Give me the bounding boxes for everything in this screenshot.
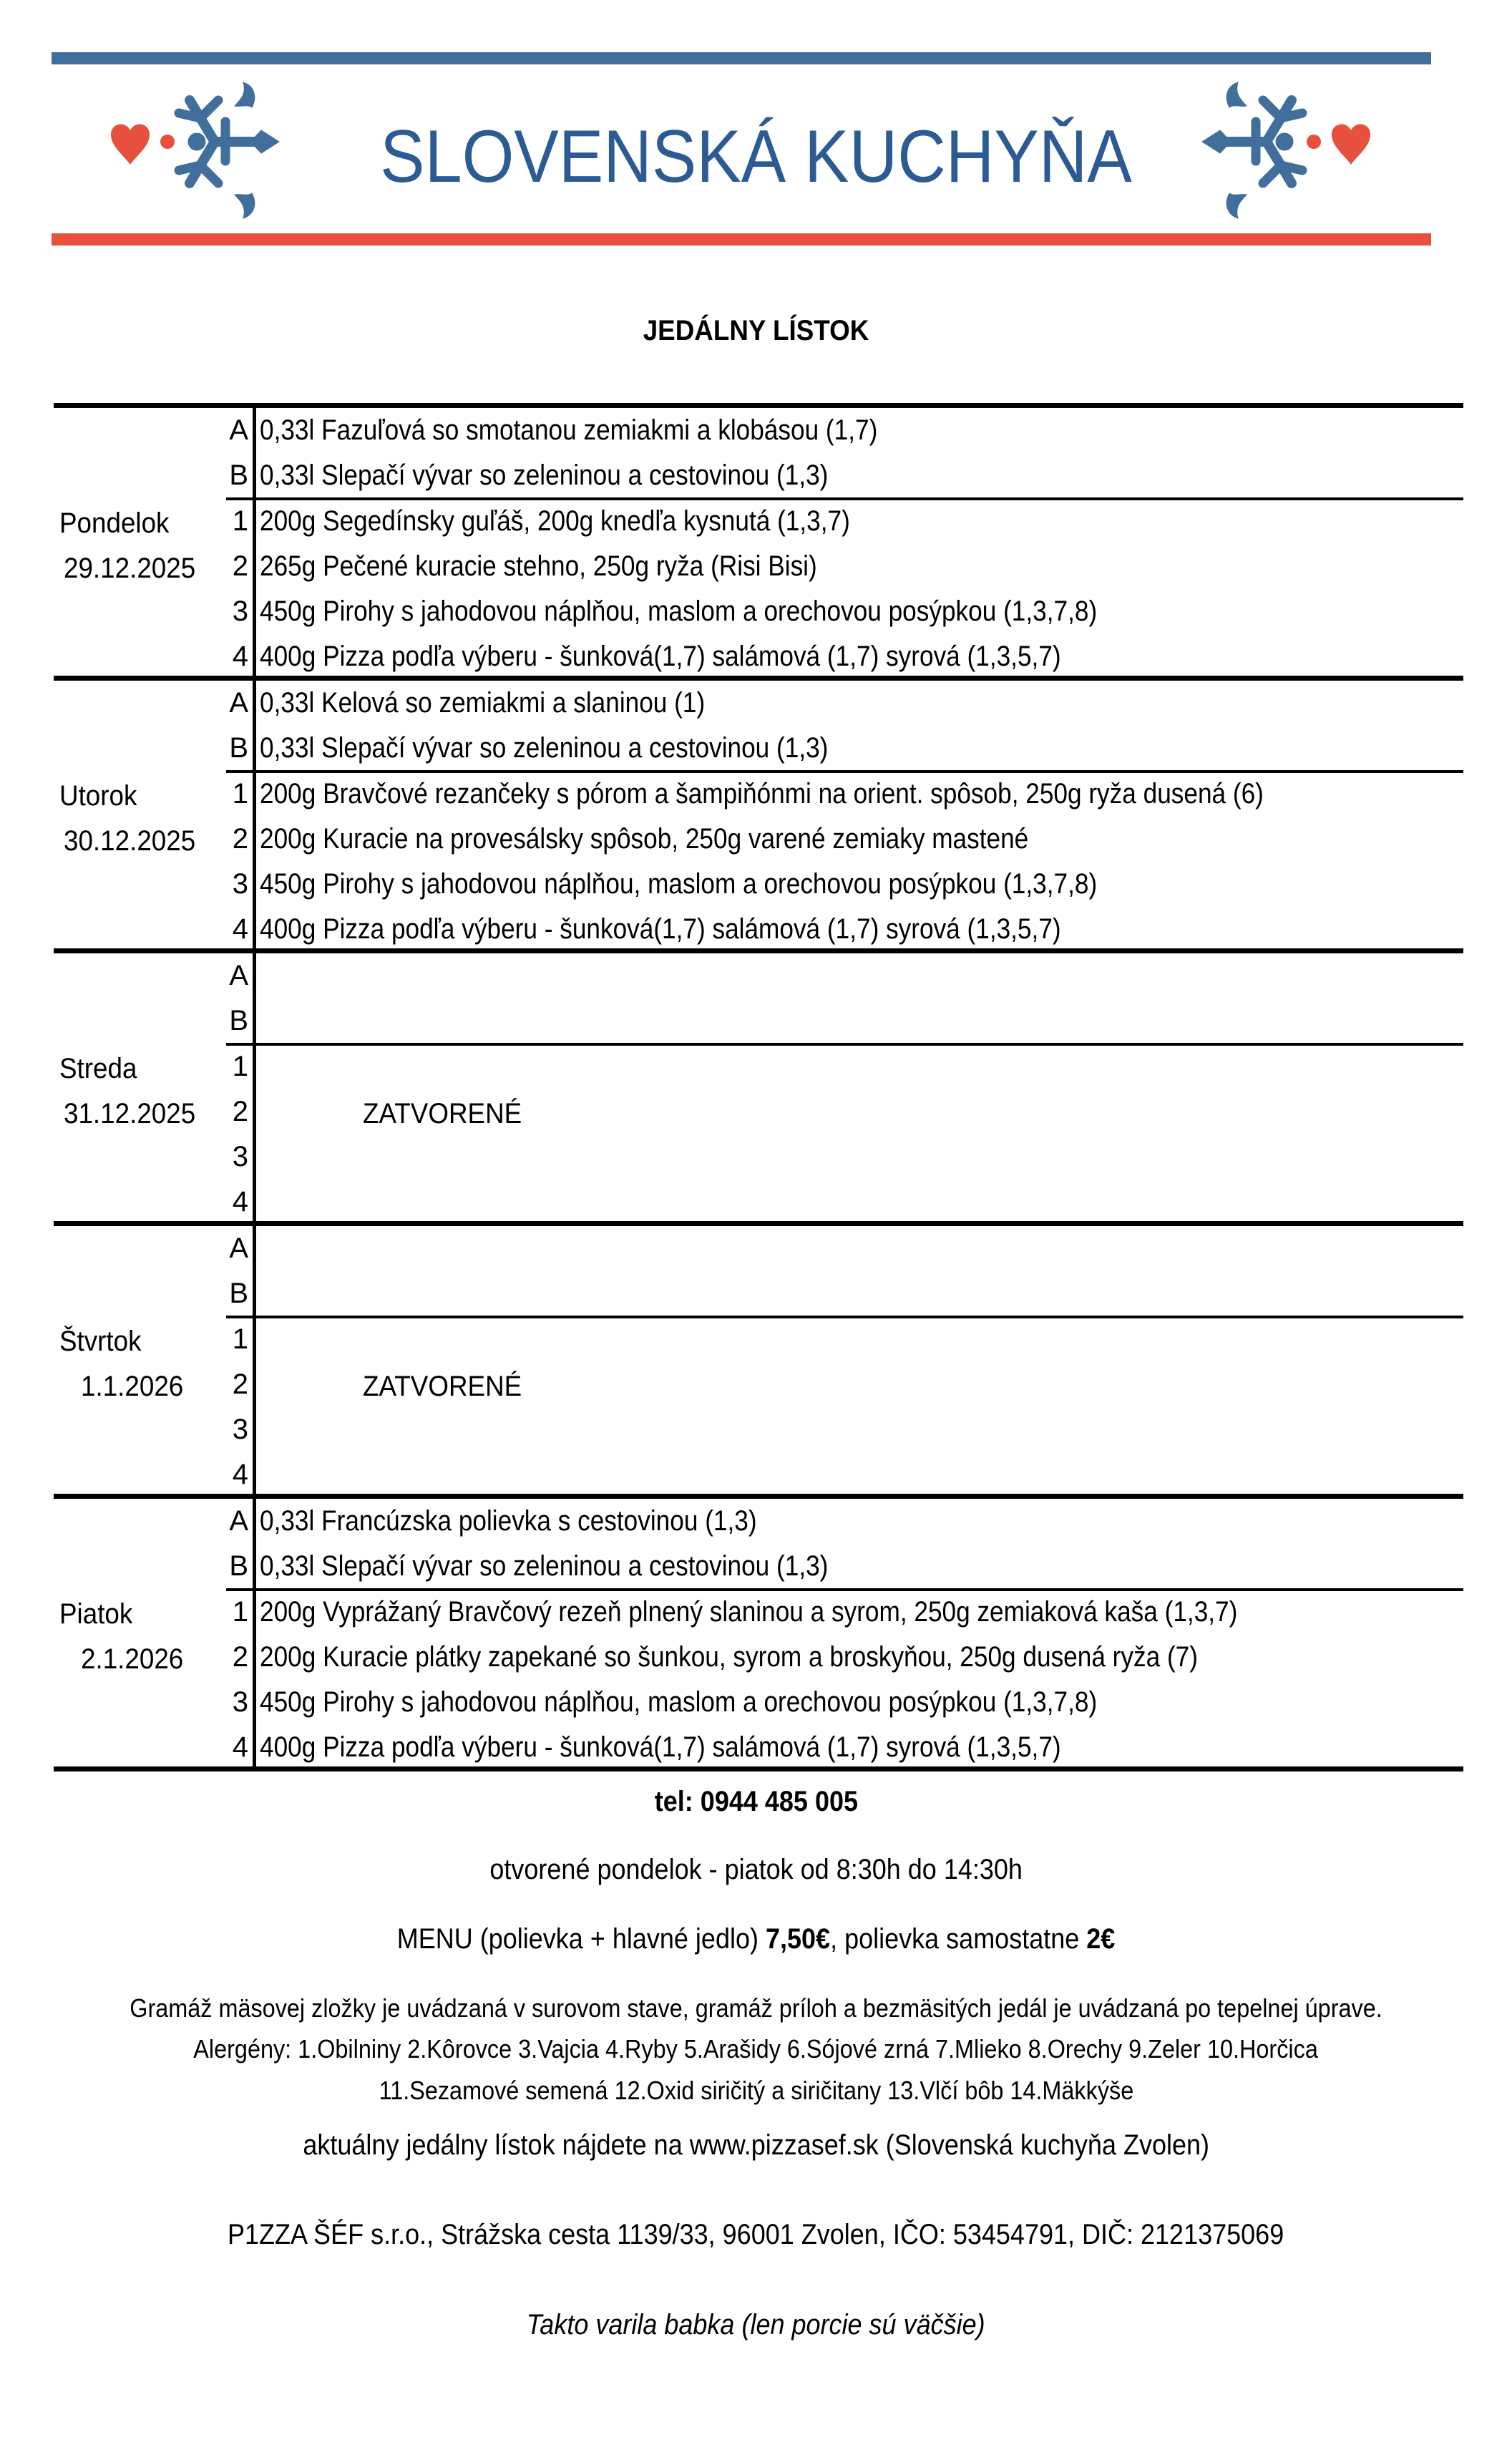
menu-table (54, 403, 1463, 1771)
menu-row (54, 772, 1463, 817)
menu-row (54, 953, 1463, 998)
menu-row (54, 1725, 1463, 1770)
dish-code: 4 (232, 1459, 248, 1490)
dish-code: 2 (232, 1641, 248, 1673)
menu-row (54, 1226, 1463, 1271)
dish-code: B (229, 1550, 248, 1582)
company-info: P1ZZA ŠÉF s.r.o., Strážska cesta 1139/33, 96001 Zvolen, IČO: 53454791, DIČ: 2121375069 (228, 2219, 1284, 2250)
day-date: 30.12.2025 (64, 825, 196, 857)
menu-row (54, 634, 1463, 679)
day-block-utorok (54, 676, 1463, 948)
dish-code: 1 (232, 1596, 248, 1628)
dish-code: B (229, 1005, 248, 1036)
day-block-streda (54, 948, 1463, 1221)
dish-code: 3 (232, 1414, 248, 1445)
dish-text: 200g Vyprážaný Bravčový rezeň plnený slaninou a syrom, 250g zemiaková kaša (1,3,7) (260, 1596, 1238, 1628)
allergens-line-2: 11.Sezamové semená 12.Oxid siričitý a siričitany 13.Vlčí bôb 14.Mäkkýše (379, 2076, 1133, 2105)
dish-text: 0,33l Slepačí vývar so zeleninou a cestovinou (1,3) (260, 732, 829, 764)
closed-label: ZATVORENÉ (363, 1098, 522, 1129)
dish-code: A (229, 1505, 248, 1537)
top-blue-stripe (52, 52, 1431, 64)
menu-row (54, 1134, 1463, 1180)
menu-row (54, 1590, 1463, 1635)
soup-price: 2€ (1086, 1923, 1116, 1955)
dish-text: 0,33l Slepačí vývar so zeleninou a cestovinou (1,3) (260, 1550, 829, 1582)
dot-icon (1307, 135, 1321, 149)
dish-text: 0,33l Kelová so zemiakmi a slaninou (1) (260, 687, 706, 719)
day-name: Streda (59, 1053, 137, 1084)
dish-text: 200g Bravčové rezančeky s pórom a šampiňónmi na orient. spôsob, 250g ryža dusená (6) (260, 778, 1264, 810)
dish-text: 0,33l Francúzska polievka s cestovinou (1,3) (260, 1505, 757, 1537)
dish-code: 1 (232, 505, 248, 537)
menu-row (54, 453, 1463, 498)
website-note: aktuálny jedálny lístok nájdete na www.pizzasef.sk (Slovenská kuchyňa Zvolen) (303, 2129, 1209, 2161)
dish-code: A (229, 687, 248, 719)
menu-row (54, 1680, 1463, 1725)
menu-row (54, 817, 1463, 862)
folk-ornament-right (1181, 79, 1381, 222)
dish-text: 400g Pizza podľa výberu - šunková(1,7) salámová (1,7) syrová (1,3,5,7) (260, 913, 1061, 945)
day-name: Utorok (59, 780, 137, 812)
menu-row (54, 907, 1463, 952)
menu-row (54, 1499, 1463, 1544)
slogan: Takto varila babka (len porcie sú väčšie) (527, 2309, 985, 2341)
heart-icon (1332, 124, 1370, 165)
dish-text: 200g Segedínsky guľáš, 200g knedľa kysnutá (1,3,7) (260, 505, 850, 537)
dish-code: 3 (232, 868, 248, 900)
day-date: 31.12.2025 (64, 1098, 196, 1129)
weight-note: Gramáž mäsovej zložky je uvádzaná v surovom stave, gramáž príloh a bezmäsitých jedál je uvádzaná po tepelnej úprave. (130, 1993, 1382, 2023)
bottom-red-stripe (52, 233, 1431, 246)
menu-row (54, 1544, 1463, 1589)
dish-code: 3 (232, 1141, 248, 1172)
day-name: Pondelok (59, 507, 170, 539)
dish-code: 4 (232, 1186, 248, 1217)
menu-row (54, 1452, 1463, 1497)
day-name: Štvrtok (59, 1326, 142, 1357)
menu-row (54, 1271, 1463, 1316)
menu-row (54, 1180, 1463, 1225)
menu-row (54, 998, 1463, 1044)
menu-row (54, 681, 1463, 726)
dish-code: 4 (232, 641, 248, 672)
menu-row (54, 499, 1463, 544)
menu-row (54, 1407, 1463, 1452)
phone-number: tel: 0944 485 005 (654, 1786, 858, 1817)
dish-code: 1 (232, 1323, 248, 1355)
day-date: 1.1.2026 (81, 1371, 184, 1402)
menu-row (54, 1044, 1463, 1089)
dish-code: 2 (232, 823, 248, 855)
dish-code: 2 (232, 1369, 248, 1400)
opening-hours: otvorené pondelok - piatok od 8:30h do 14:30h (489, 1854, 1023, 1885)
day-date: 29.12.2025 (64, 553, 196, 584)
dish-text: 400g Pizza podľa výberu - šunková(1,7) salámová (1,7) syrová (1,3,5,7) (260, 1731, 1061, 1763)
dish-code: A (229, 960, 248, 991)
snowflake-icon (1202, 82, 1302, 218)
dish-code: A (229, 1233, 248, 1264)
dish-code: B (229, 732, 248, 764)
restaurant-title: SLOVENSKÁ KUCHYŇA (380, 115, 1132, 198)
dish-code: 4 (232, 1731, 248, 1763)
menu-row (54, 1317, 1463, 1362)
dish-text: 0,33l Slepačí vývar so zeleninou a cestovinou (1,3) (260, 460, 829, 491)
day-block-stvrtok (54, 1221, 1463, 1494)
dish-code: 2 (232, 550, 248, 582)
dish-text: 450g Pirohy s jahodovou náplňou, maslom a orechovou posýpkou (1,3,7,8) (260, 596, 1098, 627)
allergens-line-1: Alergény: 1.Obilniny 2.Kôrovce 3.Vajcia 4.Ryby 5.Arašidy 6.Sójové zrná 7.Mlieko 8.Orechy 9.Zeler 10.Horčica (193, 2034, 1319, 2064)
menu-price: 7,50€ (765, 1923, 831, 1955)
menu-row (54, 862, 1463, 907)
menu-row (54, 589, 1463, 634)
dish-code: B (229, 1278, 248, 1309)
menu-row (54, 1362, 1463, 1407)
dish-code: 3 (232, 1686, 248, 1718)
menu-row (54, 1635, 1463, 1680)
dish-code: A (229, 414, 248, 446)
menu-row (54, 544, 1463, 589)
day-date: 2.1.2026 (81, 1643, 184, 1675)
dish-code: 3 (232, 596, 248, 627)
dish-text: 200g Kuracie plátky zapekané so šunkou, syrom a broskyňou, 250g dusená ryža (7) (260, 1641, 1198, 1673)
menu-pricing: MENU (polievka + hlavné jedlo) 7,50€, polievka samostatne 2€ (396, 1923, 1116, 1955)
day-name: Piatok (59, 1598, 133, 1630)
day-block-pondelok (54, 403, 1463, 676)
menu-heading: JEDÁLNY LÍSTOK (643, 315, 869, 346)
dish-code: 1 (232, 1051, 248, 1082)
menu-row (54, 1089, 1463, 1134)
dish-text: 0,33l Fazuľová so smotanou zemiakmi a klobásou (1,7) (260, 414, 878, 446)
dish-code: 4 (232, 913, 248, 945)
closed-label: ZATVORENÉ (363, 1371, 522, 1402)
day-block-piatok (54, 1494, 1463, 1771)
dish-code: B (229, 460, 248, 491)
dish-text: 450g Pirohy s jahodovou náplňou, maslom a orechovou posýpkou (1,3,7,8) (260, 1686, 1098, 1718)
dish-text: 400g Pizza podľa výberu - šunková(1,7) salámová (1,7) syrová (1,3,5,7) (260, 641, 1061, 672)
dish-text: 200g Kuracie na provesálsky spôsob, 250g varené zemiaky mastené (260, 823, 1029, 855)
dish-text: 450g Pirohy s jahodovou náplňou, maslom a orechovou posýpkou (1,3,7,8) (260, 868, 1098, 900)
menu-row (54, 408, 1463, 453)
menu-row (54, 726, 1463, 771)
dish-code: 2 (232, 1096, 248, 1127)
dish-code: 1 (232, 778, 248, 810)
dish-text: 265g Pečené kuracie stehno, 250g ryža (Risi Bisi) (260, 550, 817, 582)
